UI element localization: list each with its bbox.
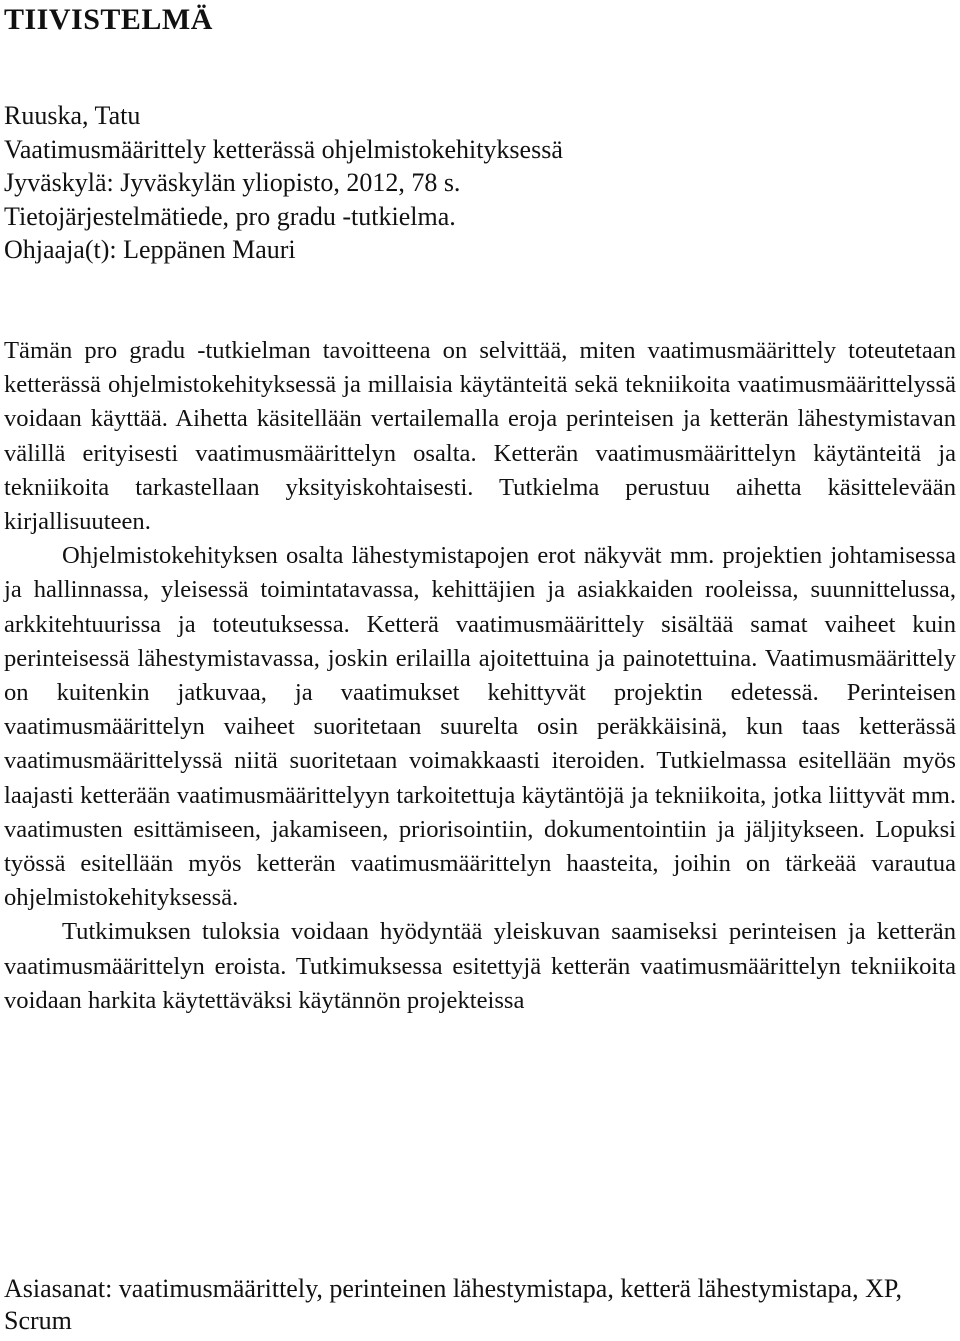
publisher-line: Jyväskylä: Jyväskylän yliopisto, 2012, 78 s. [4, 168, 461, 197]
supervisor-line: Ohjaaja(t): Leppänen Mauri [4, 235, 296, 264]
abstract-paragraph-3: Tutkimuksen tuloksia voidaan hyödyntää yleiskuvan saamiseksi perinteisen ja ketterän vaatimusmäärittelyn eroista. Tutkimuksessa esitettyjä ketterän vaatimusmäärittelyn tekniikoita voidaan harkita käytettäväksi käytännön projekteissa [4, 918, 956, 1014]
thesis-metadata [4, 99, 563, 267]
abstract-body [4, 334, 956, 1018]
abstract-paragraph-2: Ohjelmistokehityksen osalta lähestymistapojen erot näkyvät mm. projektien johtamisessa ja hallinnassa, yleisessä toimintatavassa, kehittäjien ja asiakkaiden rooleissa, suunnittelussa, arkkitehtuurissa ja toteutuksessa. Ketterä vaatimusmäärittely sisältää samat vaiheet kuin perinteisessä lähestymistavassa, joskin erilailla ajoitettuina ja painotettuina. Vaatimusmäärittely on kuitenkin jatkuvaa, ja vaatimukset kehittyvät projektin edetessä. Perinteisen vaatimusmäärittelyn vaiheet suoritetaan suurelta osin peräkkäisinä, kun taas ketterässä vaatimusmäärittelyssä niitä suoritetaan voimakkaasti iteroiden. Tutkielmassa esitellään myös laajasti ketterään vaatimusmäärittelyyn tarkoitettuja käytäntöjä ja tekniikoita, jotka liittyvät mm. vaatimusten esittämiseen, jakamiseen, priorisointiin, dokumentointiin ja jäljitykseen. Lopuksi työssä esitellään myös ketterän vaatimusmäärittelyn haasteita, joihin on tärkeää varautua ohjelmistokehityksessä. [4, 542, 956, 912]
abstract-paragraph-1: Tämän pro gradu -tutkielman tavoitteena on selvittää, miten vaatimusmäärittely toteutetaan ketterässä ohjelmistokehityksessä ja millaisia käytänteitä sekä tekniikoita vaatimusmäärittelyssä voidaan käyttää. Aihetta käsitellään vertailemalla eroja perinteisen ja ketterän lähestymistavan välillä erityisesti vaatimusmäärittelyn osalta. Ketterän vaatimusmäärittelyn käytänteitä ja tekniikoita tarkastellaan yksityiskohtaisesti. Tutkielma perustuu aihetta käsittelevään kirjallisuuteen. [4, 337, 956, 536]
keywords-line: Asiasanat: vaatimusmäärittely, perinteinen lähestymistapa, ketterä lähestymistapa, XP, Scrum [4, 1274, 902, 1335]
thesis-title-line: Vaatimusmäärittely ketterässä ohjelmistokehityksessä [4, 134, 563, 164]
author-line: Ruuska, Tatu [4, 101, 141, 130]
page-title: TIIVISTELMÄ [4, 3, 213, 36]
discipline-line: Tietojärjestelmätiede, pro gradu -tutkielma. [4, 201, 456, 231]
